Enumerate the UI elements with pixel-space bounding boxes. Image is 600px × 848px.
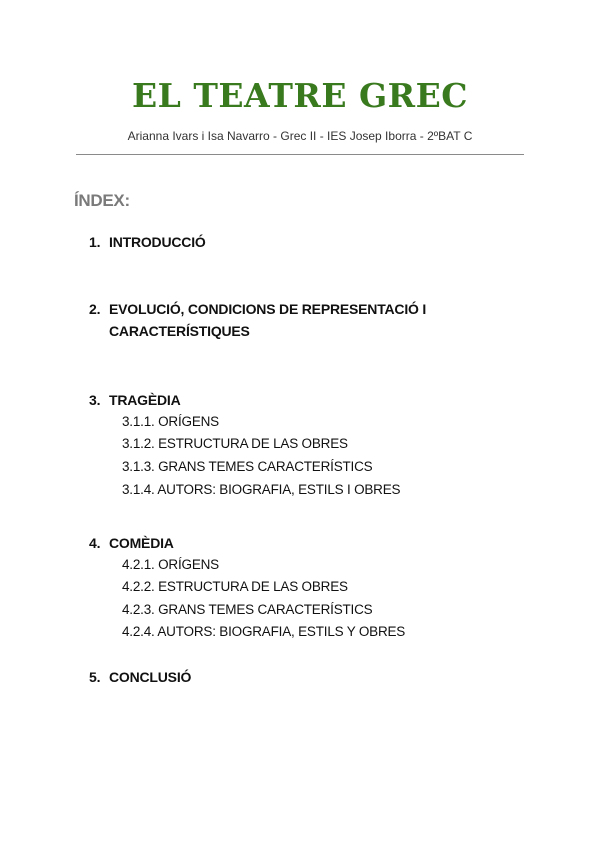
- index-item-evolucio: [89, 298, 449, 342]
- index-item-label: COMÈDIA: [109, 535, 174, 551]
- index-subitem: 4.2.2. ESTRUCTURA DE LAS OBRES: [122, 579, 348, 594]
- index-subitem: 3.1.1. ORÍGENS: [122, 414, 219, 429]
- index-item-conclusio: [89, 666, 191, 688]
- index-item-label: TRAGÈDIA: [109, 392, 181, 408]
- index-subitem: 4.2.1. ORÍGENS: [122, 557, 219, 572]
- index-subitem: 3.1.4. AUTORS: BIOGRAFIA, ESTILS I OBRES: [122, 482, 401, 497]
- index-item-tragedia: [89, 389, 181, 411]
- index-subitem: 4.2.3. GRANS TEMES CARACTERÍSTICS: [122, 602, 373, 617]
- index-item-label: INTRODUCCIÓ: [109, 234, 206, 250]
- index-subitem: 3.1.2. ESTRUCTURA DE LAS OBRES: [122, 436, 348, 451]
- index-item-label: EVOLUCIÓ, CONDICIONS DE REPRESENTACIÓ I CARACTERÍSTIQUES: [109, 301, 427, 339]
- index-item-number: 2.: [89, 301, 101, 317]
- index-item-introduccio: [89, 231, 206, 253]
- index-item-label: CONCLUSIÓ: [109, 669, 192, 685]
- index-subitem: 3.1.3. GRANS TEMES CARACTERÍSTICS: [122, 459, 373, 474]
- index-item-number: 1.: [89, 234, 101, 250]
- index-item-number: 4.: [89, 535, 101, 551]
- index-subitem: 4.2.4. AUTORS: BIOGRAFIA, ESTILS Y OBRES: [122, 624, 406, 639]
- document-title: EL TEATRE GREC: [131, 76, 468, 115]
- document-subtitle: Arianna Ivars i Isa Navarro - Grec II - IES Josep Iborra - 2ºBAT C: [127, 129, 473, 143]
- index-item-number: 5.: [89, 669, 101, 685]
- index-heading: ÍNDEX:: [74, 191, 130, 210]
- index-item-number: 3.: [89, 392, 101, 408]
- header-divider: [76, 154, 524, 155]
- index-item-comedia: [89, 532, 174, 554]
